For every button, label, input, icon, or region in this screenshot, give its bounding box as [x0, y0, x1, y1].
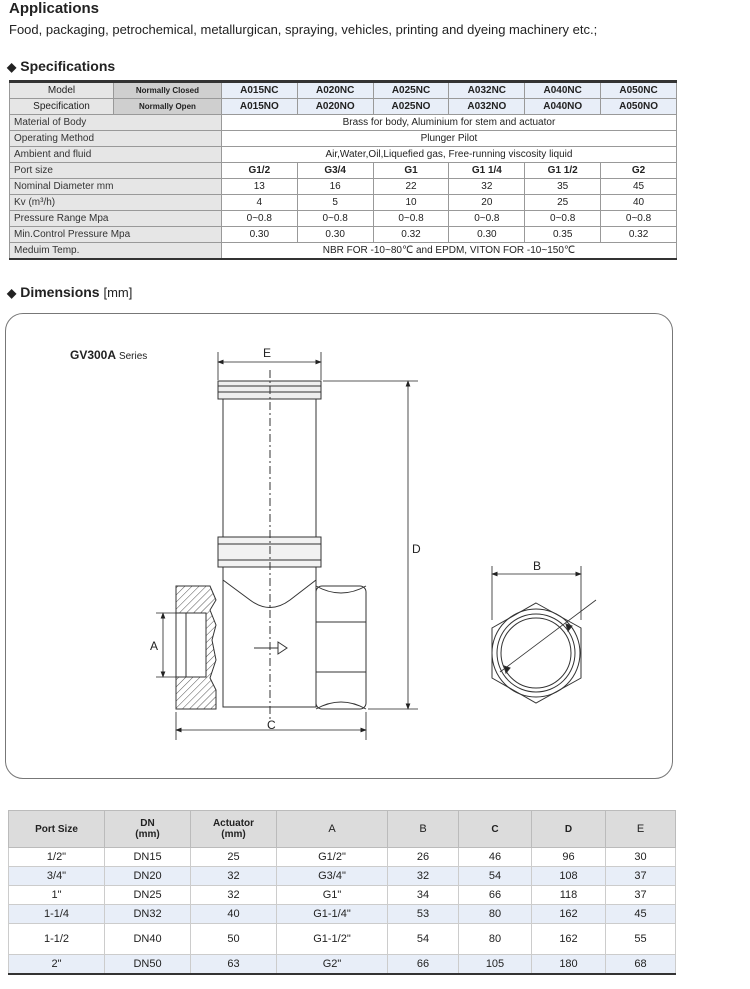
nd-value: 35 — [525, 179, 601, 195]
model-no: A020NO — [297, 99, 373, 115]
nd-value: 45 — [601, 179, 677, 195]
nd-label: Nominal Diameter mm — [10, 179, 222, 195]
specifications-heading: ◆ Specifications — [7, 58, 116, 74]
nd-value: 13 — [221, 179, 297, 195]
model-nc: A025NC — [373, 82, 449, 99]
nd-value: 22 — [373, 179, 449, 195]
port-value: G1/2 — [221, 163, 297, 179]
col-b: B — [388, 811, 459, 848]
model-no: A025NO — [373, 99, 449, 115]
applications-heading: Applications — [9, 0, 100, 17]
applications-text: Food, packaging, petrochemical, metallurgican, spraying, vehicles, printing and dyeing machinery etc.; — [9, 22, 598, 37]
model-label: Model — [10, 82, 114, 99]
min-control-pressure-value: 0.32 — [601, 227, 677, 243]
col-d: D — [532, 811, 606, 848]
valve-side-view — [176, 370, 366, 720]
port-label: Port size — [10, 163, 222, 179]
cell: 162 — [532, 905, 606, 924]
cell: 108 — [532, 867, 606, 886]
col-actuator: Actuator (mm) — [191, 811, 277, 848]
port-value: G1 1/4 — [449, 163, 525, 179]
cell: 118 — [532, 886, 606, 905]
kv-value: 10 — [373, 195, 449, 211]
min-control-pressure-value: 0.30 — [297, 227, 373, 243]
nd-value: 16 — [297, 179, 373, 195]
col-c: C — [459, 811, 532, 848]
port-value: G3/4 — [297, 163, 373, 179]
cell: 80 — [459, 905, 532, 924]
diamond-icon: ◆ — [7, 60, 17, 74]
model-no: A015NO — [221, 99, 297, 115]
cell: 26 — [388, 848, 459, 867]
cell: 162 — [532, 924, 606, 955]
pressure-range-value: 0~0.8 — [297, 211, 373, 227]
nd-value: 32 — [449, 179, 525, 195]
label-d: D — [412, 542, 421, 556]
min-control-pressure-value: 0.30 — [449, 227, 525, 243]
col-port-size: Port Size — [9, 811, 105, 848]
dimensions-table — [8, 810, 676, 975]
kv-value: 4 — [221, 195, 297, 211]
method-label: Operating Method — [10, 131, 222, 147]
port-value: G1 — [373, 163, 449, 179]
cell: 68 — [606, 955, 676, 975]
valve-end-view — [492, 600, 596, 703]
cell: 46 — [459, 848, 532, 867]
cell: 54 — [459, 867, 532, 886]
cell: 50 — [191, 924, 277, 955]
cell: G1-1/4" — [277, 905, 388, 924]
model-no: A032NO — [449, 99, 525, 115]
col-e: E — [606, 811, 676, 848]
cell: 105 — [459, 955, 532, 975]
material-label: Material of Body — [10, 115, 222, 131]
cell: DN20 — [105, 867, 191, 886]
cell: 1-1/4 — [9, 905, 105, 924]
cell: 54 — [388, 924, 459, 955]
nc-label: Normally Closed — [114, 82, 222, 99]
cell: 53 — [388, 905, 459, 924]
cell: DN50 — [105, 955, 191, 975]
port-value: G1 1/2 — [525, 163, 601, 179]
cell: G1/2" — [277, 848, 388, 867]
cell: G3/4" — [277, 867, 388, 886]
label-e: E — [263, 346, 272, 360]
diamond-icon: ◆ — [7, 286, 17, 300]
cell: 80 — [459, 924, 532, 955]
model-nc: A015NC — [221, 82, 297, 99]
model-nc: A040NC — [525, 82, 601, 99]
cell: 66 — [459, 886, 532, 905]
cell: 32 — [191, 886, 277, 905]
pressure-range-label: Pressure Range Mpa — [10, 211, 222, 227]
model-nc: A050NC — [601, 82, 677, 99]
cell: 1-1/2 — [9, 924, 105, 955]
model-nc: A020NC — [297, 82, 373, 99]
cell: 25 — [191, 848, 277, 867]
pressure-range-value: 0~0.8 — [525, 211, 601, 227]
min-control-pressure-value: 0.30 — [221, 227, 297, 243]
cell: G1" — [277, 886, 388, 905]
pressure-range-value: 0~0.8 — [449, 211, 525, 227]
model-no: A050NO — [601, 99, 677, 115]
material-value: Brass for body, Aluminium for stem and actuator — [221, 115, 676, 131]
model-nc: A032NC — [449, 82, 525, 99]
label-c: C — [267, 718, 276, 732]
temp-value: NBR FOR -10~80℃ and EPDM, VITON FOR -10~150℃ — [221, 243, 676, 260]
cell: 37 — [606, 867, 676, 886]
model-no: A040NO — [525, 99, 601, 115]
fluid-label: Ambient and fluid — [10, 147, 222, 163]
cell: 66 — [388, 955, 459, 975]
cell: 37 — [606, 886, 676, 905]
cell: 34 — [388, 886, 459, 905]
kv-value: 5 — [297, 195, 373, 211]
cell: 30 — [606, 848, 676, 867]
min-control-pressure-value: 0.35 — [525, 227, 601, 243]
cell: 1" — [9, 886, 105, 905]
dimensions-heading: ◆ Dimensions [mm] — [7, 284, 133, 300]
pressure-range-value: 0~0.8 — [221, 211, 297, 227]
cell: DN25 — [105, 886, 191, 905]
cell: 1/2" — [9, 848, 105, 867]
cell: DN40 — [105, 924, 191, 955]
col-a: A — [277, 811, 388, 848]
pressure-range-value: 0~0.8 — [601, 211, 677, 227]
cell: DN15 — [105, 848, 191, 867]
cell: G1-1/2" — [277, 924, 388, 955]
fluid-value: Air,Water,Oil,Liquefied gas, Free-running viscosity liquid — [221, 147, 676, 163]
cell: 2" — [9, 955, 105, 975]
temp-label: Meduim Temp. — [10, 243, 222, 260]
label-b: B — [533, 559, 542, 573]
label-a: A — [150, 639, 159, 653]
kv-value: 40 — [601, 195, 677, 211]
min-control-pressure-label: Min.Control Pressure Mpa — [10, 227, 222, 243]
cell: G2" — [277, 955, 388, 975]
kv-label: Kv (m³/h) — [10, 195, 222, 211]
port-value: G2 — [601, 163, 677, 179]
col-dn: DN (mm) — [105, 811, 191, 848]
cell: 40 — [191, 905, 277, 924]
cell: 180 — [532, 955, 606, 975]
cell: 45 — [606, 905, 676, 924]
no-label: Normally Open — [114, 99, 222, 115]
kv-value: 20 — [449, 195, 525, 211]
cell: DN32 — [105, 905, 191, 924]
cell: 55 — [606, 924, 676, 955]
pressure-range-value: 0~0.8 — [373, 211, 449, 227]
cell: 32 — [191, 867, 277, 886]
cell: 32 — [388, 867, 459, 886]
method-value: Plunger Pilot — [221, 131, 676, 147]
series-label: GV300A Series — [70, 348, 148, 362]
kv-value: 25 — [525, 195, 601, 211]
cell: 3/4" — [9, 867, 105, 886]
cell: 63 — [191, 955, 277, 975]
min-control-pressure-value: 0.32 — [373, 227, 449, 243]
cell: 96 — [532, 848, 606, 867]
spec-label: Specification — [10, 99, 114, 115]
